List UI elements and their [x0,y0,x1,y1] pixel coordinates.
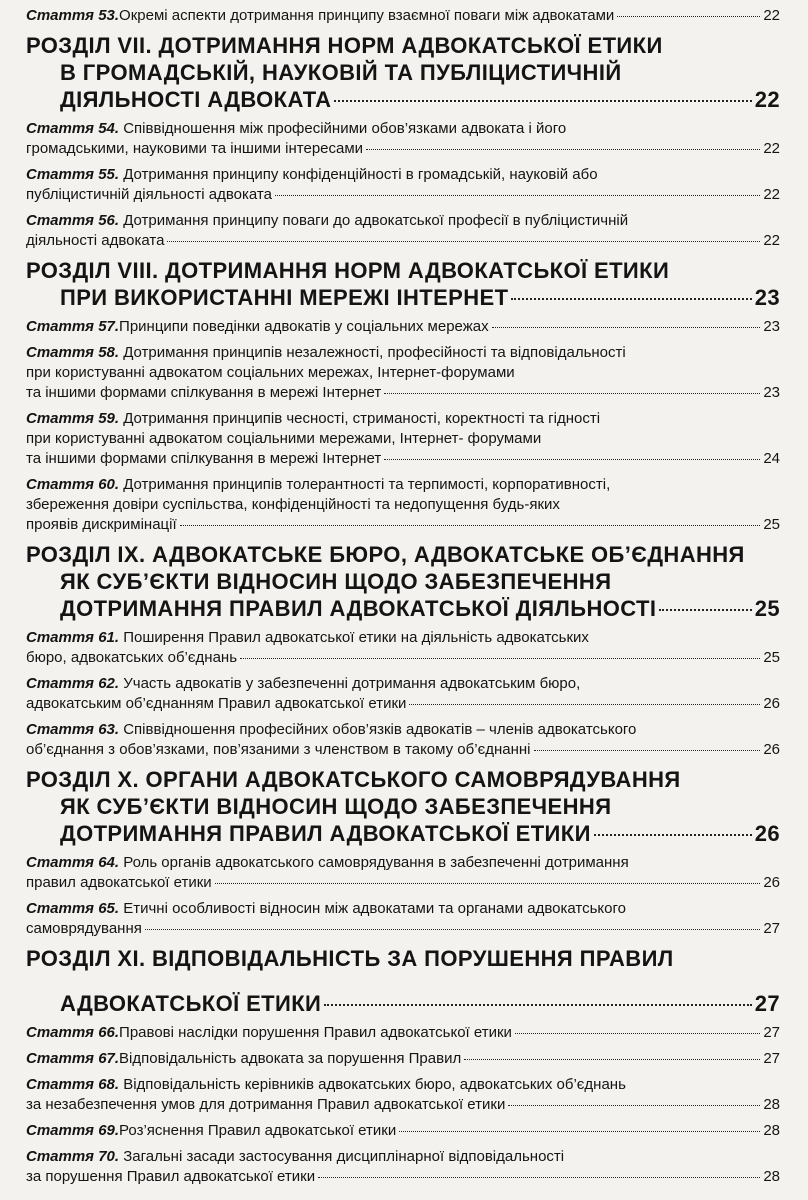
entry-line [26,1147,780,1167]
entry-text: за незабезпечення умов для дотримання Правил адвокатської етики [26,1096,506,1113]
entry-line [26,674,780,694]
section-heading [26,945,780,1017]
page-number: 28 [763,1122,780,1139]
article-entry [26,6,780,26]
page-number: 26 [763,695,780,712]
page-number: 23 [754,285,780,310]
entry-text: Дотримання принципів толерантності та терпимості, корпоративності, [123,476,611,493]
entry-text: ПРИ ВИКОРИСТАННІ МЕРЕЖІ ІНТЕРНЕТ [60,285,509,310]
article-label: Стаття 58. [26,344,120,361]
page-number: 22 [763,232,780,249]
entry-text: Загальні засади застосування дисциплінарної відповідальності [123,1148,565,1165]
entry-line [26,383,780,403]
entry-text: ДІЯЛЬНОСТІ АДВОКАТА [60,87,332,112]
entry-line [26,119,780,139]
entry-text: ЯК СУБ’ЄКТИ ВІДНОСИН ЩОДО ЗАБЕЗПЕЧЕННЯ [60,794,612,819]
article-label: Стаття 67. [26,1050,120,1067]
entry-line [26,1075,780,1095]
dot-leader [409,704,760,705]
entry-line [26,185,780,205]
entry-line [26,449,780,469]
entry-line [26,740,780,760]
entry-line [26,317,780,337]
entry-line [26,1049,780,1069]
dot-leader [594,834,752,836]
entry-text: РОЗДІЛ IX. АДВОКАТСЬКЕ БЮРО, АДВОКАТСЬКЕ ОБ’ЄДНАННЯ [26,542,745,567]
section-heading [26,541,780,622]
entry-line [26,595,780,622]
page-number: 26 [754,821,780,846]
article-label: Стаття 62. [26,675,120,692]
dot-leader [384,393,760,394]
entry-text: ЯК СУБ’ЄКТИ ВІДНОСИН ЩОДО ЗАБЕЗПЕЧЕННЯ [60,569,612,594]
entry-text: діяльності адвоката [26,232,165,249]
entry-text: ДОТРИМАННЯ ПРАВИЛ АДВОКАТСЬКОЇ ЕТИКИ [60,821,591,846]
article-entry [26,1121,780,1141]
entry-text: Дотримання принципу поваги до адвокатської професії в публіцистичній [123,212,629,229]
entry-text: бюро, адвокатських об’єднань [26,649,238,666]
page-number: 27 [763,1024,780,1041]
entry-line [26,211,780,231]
entry-text: при користуванні адвокатом соціальних мережах, Інтернет-форумами [26,364,515,381]
article-entry [26,628,780,668]
entry-text: Співвідношення професійних обов’язків адвокатів – членів адвокатського [123,721,637,738]
entry-text: АДВОКАТСЬКОЇ ЕТИКИ [60,991,322,1016]
page-number: 27 [763,1050,780,1067]
article-entry [26,720,780,760]
entry-text: РОЗДІЛ XI. ВІДПОВІДАЛЬНІСТЬ ЗА ПОРУШЕННЯ ПРАВИЛ [26,946,674,971]
article-entry [26,211,780,251]
entry-line [26,475,780,495]
entry-line [26,257,780,284]
article-entry [26,1049,780,1069]
article-label: Стаття 60. [26,476,120,493]
article-entry [26,853,780,893]
entry-line [26,899,780,919]
entry-line [26,6,780,26]
article-label: Стаття 63. [26,721,120,738]
page-number: 25 [763,649,780,666]
entry-text: Відповідальність адвоката за порушення Правил [119,1050,462,1067]
entry-text: Етичні особливості відносин між адвокатами та органами адвокатського [123,900,626,917]
article-entry [26,119,780,159]
entry-line [26,495,780,515]
page-number: 22 [763,186,780,203]
article-entry [26,1023,780,1043]
article-entry [26,409,780,469]
dot-leader [492,327,761,328]
article-label: Стаття 54. [26,120,120,137]
entry-text: Окремі аспекти дотримання принципу взаємної поваги між адвокатами [119,7,615,24]
entry-line [26,628,780,648]
entry-line [26,919,780,939]
entry-text: при користуванні адвокатом соціальними мережами, Інтернет- форумами [26,430,542,447]
entry-line [26,793,780,820]
entry-text: збереження довіри суспільства, конфіденційності та недопущення будь-яких [26,496,560,513]
page-number: 23 [763,318,780,335]
article-label: Стаття 55. [26,166,120,183]
entry-line [26,59,780,86]
dot-leader [508,1105,760,1106]
article-entry [26,1075,780,1115]
article-label: Стаття 70. [26,1148,120,1165]
section-heading [26,257,780,311]
entry-text: Дотримання принципів чесності, стриманості, коректності та гідності [123,410,601,427]
entry-line [26,990,780,1017]
dot-leader [399,1131,760,1132]
page-number: 28 [763,1096,780,1113]
section-heading [26,766,780,847]
entry-text: Участь адвокатів у забезпеченні дотримання адвокатським бюро, [123,675,581,692]
entry-text: Відповідальність керівників адвокатських бюро, адвокатських об’єднань [123,1076,626,1093]
entry-text: Дотримання принципу конфіденційності в громадській, науковій або [123,166,598,183]
article-entry [26,475,780,535]
page-number: 22 [763,140,780,157]
dot-leader [511,298,751,300]
entry-text: Роз’яснення Правил адвокатської етики [119,1122,397,1139]
article-label: Стаття 69. [26,1122,120,1139]
dot-leader [167,241,760,242]
entry-text: правил адвокатської етики [26,874,212,891]
dot-leader [464,1059,760,1060]
article-label: Стаття 64. [26,854,120,871]
page-number: 27 [763,920,780,937]
article-label: Стаття 65. [26,900,120,917]
page-number: 26 [763,741,780,758]
entry-text: адвокатським об’єднанням Правил адвокатської етики [26,695,407,712]
article-label: Стаття 61. [26,629,120,646]
entry-text: та іншими формами спілкування в мережі Інтернет [26,384,382,401]
entry-line [26,1095,780,1115]
article-entry [26,317,780,337]
page-number: 24 [763,450,780,467]
article-entry [26,165,780,205]
entry-text: Правові наслідки порушення Правил адвокатської етики [119,1024,512,1041]
entry-text: та іншими формами спілкування в мережі Інтернет [26,450,382,467]
dot-leader [215,883,761,884]
section-heading [26,32,780,113]
entry-text: ДОТРИМАННЯ ПРАВИЛ АДВОКАТСЬКОЇ ДІЯЛЬНОСТІ [60,596,657,621]
entry-line [26,1121,780,1141]
entry-text: громадськими, науковими та іншими інтересами [26,140,364,157]
entry-line [26,409,780,429]
entry-line [26,694,780,714]
dot-leader [366,149,760,150]
dot-leader [334,100,751,102]
entry-text: проявів дискримінації [26,516,177,533]
entry-line [26,363,780,383]
entry-line [26,515,780,535]
page-number: 26 [763,874,780,891]
entry-text: за порушення Правил адвокатської етики [26,1168,316,1185]
page-number: 22 [763,7,780,24]
entry-line [26,32,780,59]
entry-line [26,231,780,251]
page-number: 27 [754,991,780,1016]
entry-text: публіцистичній діяльності адвоката [26,186,272,203]
entry-line [26,86,780,113]
article-entry [26,674,780,714]
dot-leader [534,750,761,751]
dot-leader [145,929,760,930]
entry-line [26,1023,780,1043]
entry-text: РОЗДІЛ VII. ДОТРИМАННЯ НОРМ АДВОКАТСЬКОЇ ЕТИКИ [26,33,663,58]
entry-line [26,284,780,311]
dot-leader [515,1033,760,1034]
entry-text: РОЗДІЛ VIII. ДОТРИМАННЯ НОРМ АДВОКАТСЬКОЇ ЕТИКИ [26,258,670,283]
entry-line [26,165,780,185]
entry-line [26,568,780,595]
page-number: 25 [754,596,780,621]
page-number: 23 [763,384,780,401]
entry-text: Роль органів адвокатського самоврядування в забезпеченні дотримання [123,854,629,871]
page-number: 22 [754,87,780,112]
entry-text: Співвідношення між професійними обов’язками адвоката і його [123,120,567,137]
dot-leader [240,658,760,659]
entry-line [26,720,780,740]
article-label: Стаття 56. [26,212,120,229]
entry-text: В ГРОМАДСЬКІЙ, НАУКОВІЙ ТА ПУБЛІЦИСТИЧНІЙ [60,60,622,85]
entry-line [26,1167,780,1187]
dot-leader [318,1177,760,1178]
dot-leader [659,609,751,611]
dot-leader [617,16,760,17]
entry-text: Принципи поведінки адвокатів у соціальних мережах [119,318,489,335]
article-entry [26,899,780,939]
article-label: Стаття 66. [26,1024,120,1041]
dot-leader [324,1004,751,1006]
entry-line [26,945,780,972]
entry-line [26,343,780,363]
entry-text: Дотримання принципів незалежності, професійності та відповідальності [123,344,626,361]
article-entry [26,1147,780,1187]
entry-line [26,820,780,847]
article-label: Стаття 53. [26,7,120,24]
entry-line [26,873,780,893]
dot-leader [180,525,761,526]
article-entry [26,343,780,403]
entry-text: РОЗДІЛ X. ОРГАНИ АДВОКАТСЬКОГО САМОВРЯДУВАННЯ [26,767,681,792]
page-number: 28 [763,1168,780,1185]
entry-line [26,541,780,568]
entry-line [26,766,780,793]
entry-text: об’єднання з обов’язками, пов’язаними з членством в такому об’єднанні [26,741,531,758]
dot-leader [384,459,760,460]
entry-line [26,648,780,668]
entry-text: Поширення Правил адвокатської етики на діяльність адвокатських [123,629,589,646]
dot-leader [275,195,760,196]
article-label: Стаття 57. [26,318,120,335]
entry-line [26,429,780,449]
entry-line [26,853,780,873]
page-number: 25 [763,516,780,533]
article-label: Стаття 68. [26,1076,120,1093]
article-label: Стаття 59. [26,410,120,427]
entry-text: самоврядування [26,920,142,937]
entry-line [26,139,780,159]
